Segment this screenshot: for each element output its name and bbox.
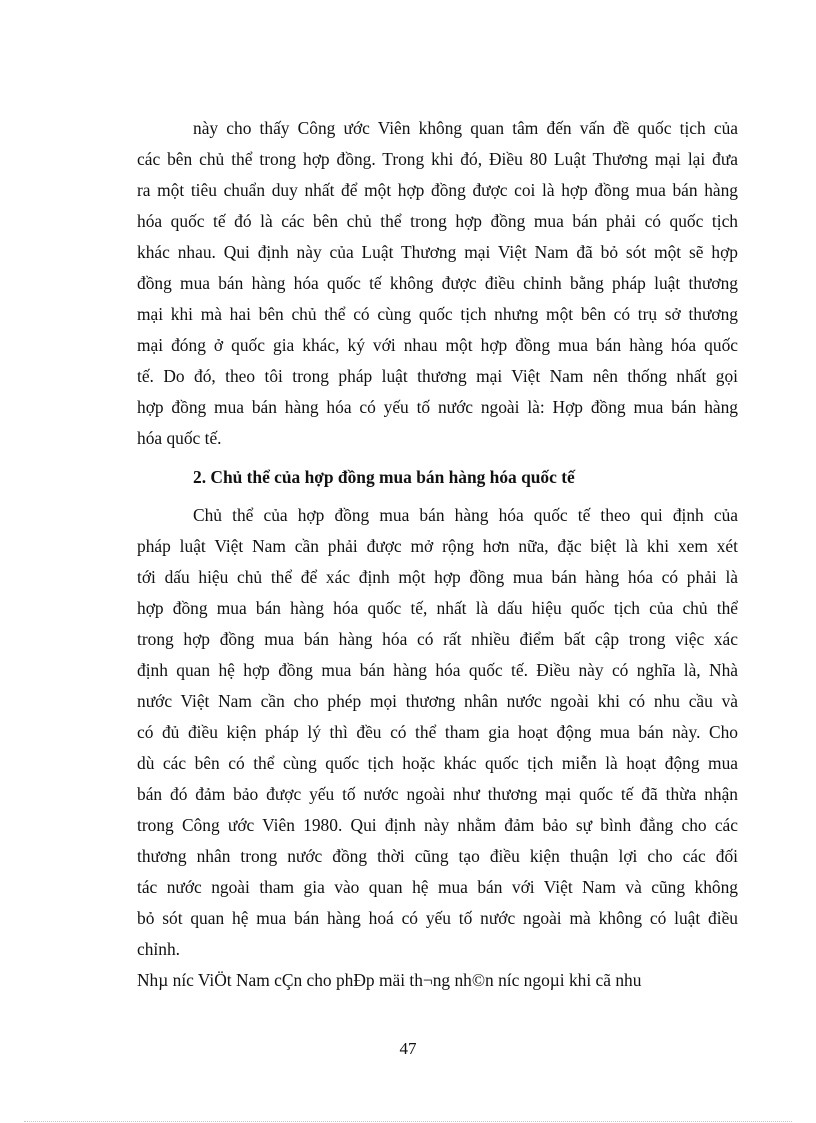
text-line: hóa quốc tế. <box>137 428 222 448</box>
text-line: này cho thấy Công ước Viên không quan tâm đến vấn đề quốc tịch của <box>193 118 738 138</box>
text-line: đồng mua bán hàng hóa quốc tế không được điều chỉnh bằng pháp luật thương <box>137 273 738 293</box>
text-line: trong hợp đồng mua bán hàng hóa có rất nhiều điểm bất cập trong việc xác <box>137 629 738 649</box>
text-line: hợp đồng mua bán hàng hóa có yếu tố nước ngoài là: Hợp đồng mua bán hàng <box>137 397 738 417</box>
text-line: hóa quốc tế đó là các bên chủ thể trong hợp đồng mua bán phải có quốc tịch <box>137 211 738 231</box>
text-line: Chủ thể của hợp đồng mua bán hàng hóa quốc tế theo qui định của <box>193 505 738 525</box>
text-line: mại khi mà hai bên chủ thể có cùng quốc tịch nhưng một bên có trụ sở thương <box>137 304 738 324</box>
text-line: tới dấu hiệu chủ thể để xác định một hợp đồng mua bán hàng hóa có phải là <box>137 567 738 587</box>
text-line: mại đóng ở quốc gia khác, ký với nhau một hợp đồng mua bán hàng hóa quốc <box>137 335 738 355</box>
text-line: hợp đồng mua bán hàng hóa quốc tế, nhất là dấu hiệu quốc tịch của chủ thể <box>137 598 738 618</box>
text-line: có đủ điều kiện pháp lý thì đều có thể tham gia hoạt động mua bán này. Cho <box>137 722 738 742</box>
text-line: định quan hệ hợp đồng mua bán hàng hóa quốc tế. Điều này có nghĩa là, Nhà <box>137 660 738 680</box>
text-line: nước Việt Nam cần cho phép mọi thương nhân nước ngoài khi có nhu cầu và <box>137 691 738 711</box>
garbled-text-line: Nhµ níc ViÖt Nam cÇn cho phÐp mäi th¬ng nh©n níc ngoµi khi cã nhu <box>137 970 642 990</box>
page-bottom-border <box>24 1121 792 1122</box>
text-line: tế. Do đó, theo tôi trong pháp luật thương mại Việt Nam nên thống nhất gọi <box>137 366 738 386</box>
text-line: chỉnh. <box>137 939 180 959</box>
text-line: tác nước ngoài tham gia vào quan hệ mua bán với Việt Nam và cũng không <box>137 877 738 897</box>
text-line: thương nhân trong nước đồng thời cũng tạo điều kiện thuận lợi cho các đối <box>137 846 738 866</box>
text-line: trong Công ước Viên 1980. Qui định này nhằm đảm bảo sự bình đẳng cho các <box>137 815 738 835</box>
text-line: bán đó đảm bảo được yếu tố nước ngoài như thương mại quốc tế đã thừa nhận <box>137 784 738 804</box>
text-line: bỏ sót quan hệ mua bán hàng hoá có yếu tố nước ngoài mà không có luật điều <box>137 908 738 928</box>
text-line: ra một tiêu chuẩn duy nhất để một hợp đồng được coi là hợp đồng mua bán hàng <box>137 180 738 200</box>
text-line: dù các bên có thể cùng quốc tịch hoặc khác quốc tịch miễn là hoạt động mua <box>137 753 738 773</box>
text-line: các bên chủ thể trong hợp đồng. Trong khi đó, Điều 80 Luật Thương mại lại đưa <box>137 149 738 169</box>
text-line: khác nhau. Qui định này của Luật Thương mại Việt Nam đã bỏ sót một sẽ hợp <box>137 242 738 262</box>
page-number: 47 <box>399 1039 417 1058</box>
section-heading: 2. Chủ thể của hợp đồng mua bán hàng hóa quốc tế <box>193 467 575 487</box>
text-line: pháp luật Việt Nam cần phải được mở rộng hơn nữa, đặc biệt là khi xem xét <box>137 536 738 556</box>
